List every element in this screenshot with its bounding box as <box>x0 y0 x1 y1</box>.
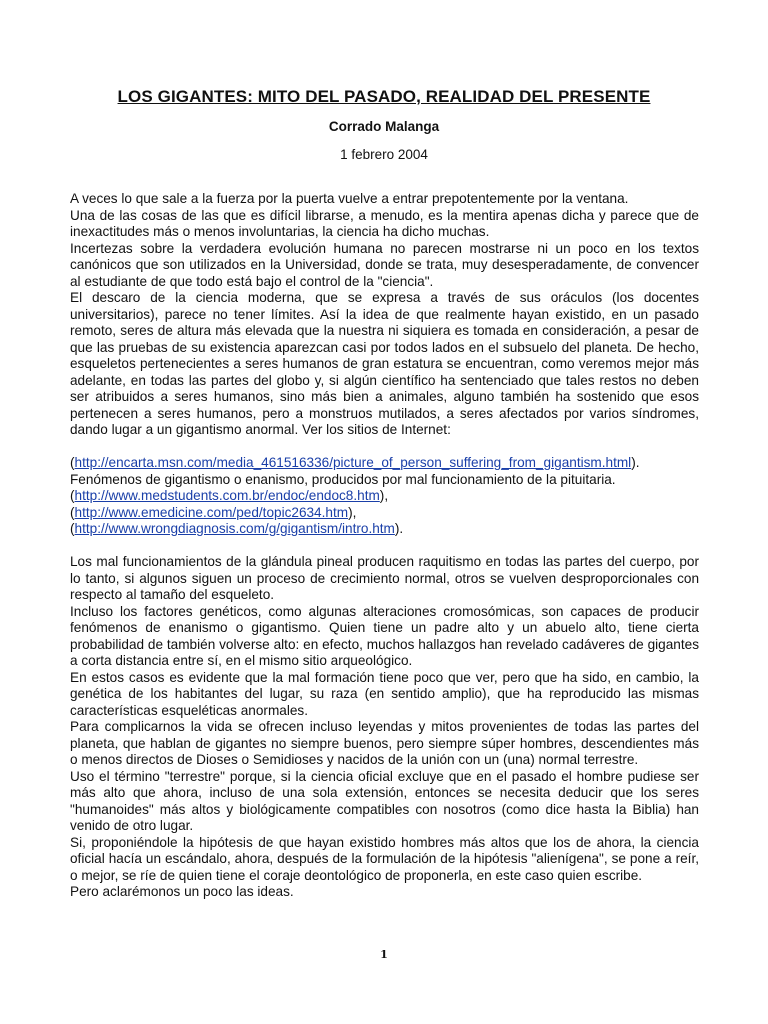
link-encarta[interactable]: http://encarta.msn.com/media_461516336/picture_of_person_suffering_from_gigantism.html <box>74 455 632 470</box>
paragraph: El descaro de la ciencia moderna, que se expresa a través de sus oráculos (los docentes universitarios), parece no tener límites. Así la idea de que realmente hayan existido, en un pasado remoto, seres de altura más elevada que la nuestra ni siquiera es tomada en consideración, a pesar de que las pruebas de su existencia aparezcan casi por todos lados en el subsuelo del planeta. De hecho, esqueletos pertenecientes a seres humanos de gran estatura se encuentran, como veremos mejor más adelante, en todas las partes del globo y, si algún científico ha sentenciado que tales restos no deben ser atribuidos a seres humanos, sino más bien a animales, alguno también ha sostenido que esos pertenecen a seres humanos, pero a monstruos mutilados, a seres afectados por varios síndromes, dando lugar a un gigantismo anormal. Ver los sitios de Internet: <box>70 290 699 437</box>
paragraph: Uso el término "terrestre" porque, si la ciencia oficial excluye que en el pasado el hombre pudiese ser más alto que ahora, incluso de una sola extensión, entonces se necesita deducir que los seres "humanoides" más altos y biológicamente compatibles con nosotros (como dice hasta la Biblia) han venido de otro lugar. <box>70 768 699 833</box>
open-paren: ( <box>70 521 75 536</box>
paragraph: Una de las cosas de las que es difícil librarse, a menudo, es la mentira apenas dicha y parece que de inexactitudes más o menos involuntarias, la ciencia ha dicho muchas. <box>70 207 699 239</box>
open-paren: ( <box>70 455 75 470</box>
document-title: LOS GIGANTES: MITO DEL PASADO, REALIDAD DEL PRESENTE <box>117 87 651 106</box>
paragraph: A veces lo que sale a la fuerza por la puerta vuelve a entrar prepotentemente por la ventana. <box>70 191 629 206</box>
close-paren: ), <box>348 504 357 520</box>
link-line <box>70 521 699 538</box>
paragraph: Para complicarnos la vida se ofrecen incluso leyendas y mitos provenientes de todas las partes del planeta, que hablan de gigantes no siempre buenos, pero siempre súper hombres, descendientes más o menos directos de Dioses o Semidioses y nacidos de la unión con un (una) normal terrestre. <box>70 719 699 767</box>
page-number: 1 <box>380 948 388 961</box>
open-paren: ( <box>70 488 75 503</box>
paragraph: Si, proponiéndole la hipótesis de que hayan existido hombres más altos que los de ahora, la ciencia oficial hacía un escándalo, ahora, después de la formulación de la hipótesis "alienígena", se pone a reír, o mejor, se ríe de quien tiene el coraje deontológico de proponerla, en este caso quien escribe. <box>70 834 699 883</box>
document-body <box>70 191 699 901</box>
link-line <box>70 488 699 505</box>
close-paren: ). <box>394 521 404 536</box>
paragraph: Los mal funcionamientos de la glándula pineal producen raquitismo en todas las partes del cuerpo, por lo tanto, si algunos siguen un proceso de crecimiento normal, otros se vuelven desproporcionales con respecto al tamaño del esqueleto. <box>70 554 699 602</box>
link-line <box>70 455 699 472</box>
paragraph: Incluso los factores genéticos, como algunas alteraciones cromosómicas, son capaces de producir fenómenos de enanismo o gigantismo. Quien tiene un padre alto y un abuelo alto, tiene cierta probabilidad de también volverse alto: en efecto, muchos hallazgos han revelado cadáveres de gigantes a corta distancia entre sí, en el mismo sitio arqueológico. <box>70 603 699 668</box>
paragraph: En estos casos es evidente que la mal formación tiene poco que ver, pero que ha sido, en cambio, la genética de los habitantes del lugar, su raza (en sentido amplio), que ha reproducido las mismas características esqueléticas anormales. <box>70 669 699 718</box>
link-emedicine[interactable]: http://www.emedicine.com/ped/topic2634.htm <box>74 504 349 520</box>
link-medstudents[interactable]: http://www.medstudents.com.br/endoc/endoc8.htm <box>74 488 380 503</box>
document-author: Corrado Malanga <box>328 119 440 134</box>
link-wrongdiagnosis[interactable]: http://www.wrongdiagnosis.com/g/gigantism/intro.htm <box>74 521 395 536</box>
paragraph: Pero aclarémonos un poco las ideas. <box>70 884 294 899</box>
open-paren: ( <box>70 504 75 520</box>
link-line <box>70 505 699 522</box>
paragraph: Fenómenos de gigantismo o enanismo, producidos por mal funcionamiento de la pituitaria. <box>70 471 616 487</box>
close-paren: ), <box>379 488 389 503</box>
close-paren: ). <box>631 455 640 470</box>
document-date: 1 febrero 2004 <box>340 147 428 162</box>
paragraph: Incertezas sobre la verdadera evolución humana no parecen mostrarse ni un poco en los textos canónicos que son utilizados en la Universidad, donde se trata, muy desesperadamente, de convencer al estudiante de que todo está bajo el control de la "ciencia". <box>70 240 699 289</box>
